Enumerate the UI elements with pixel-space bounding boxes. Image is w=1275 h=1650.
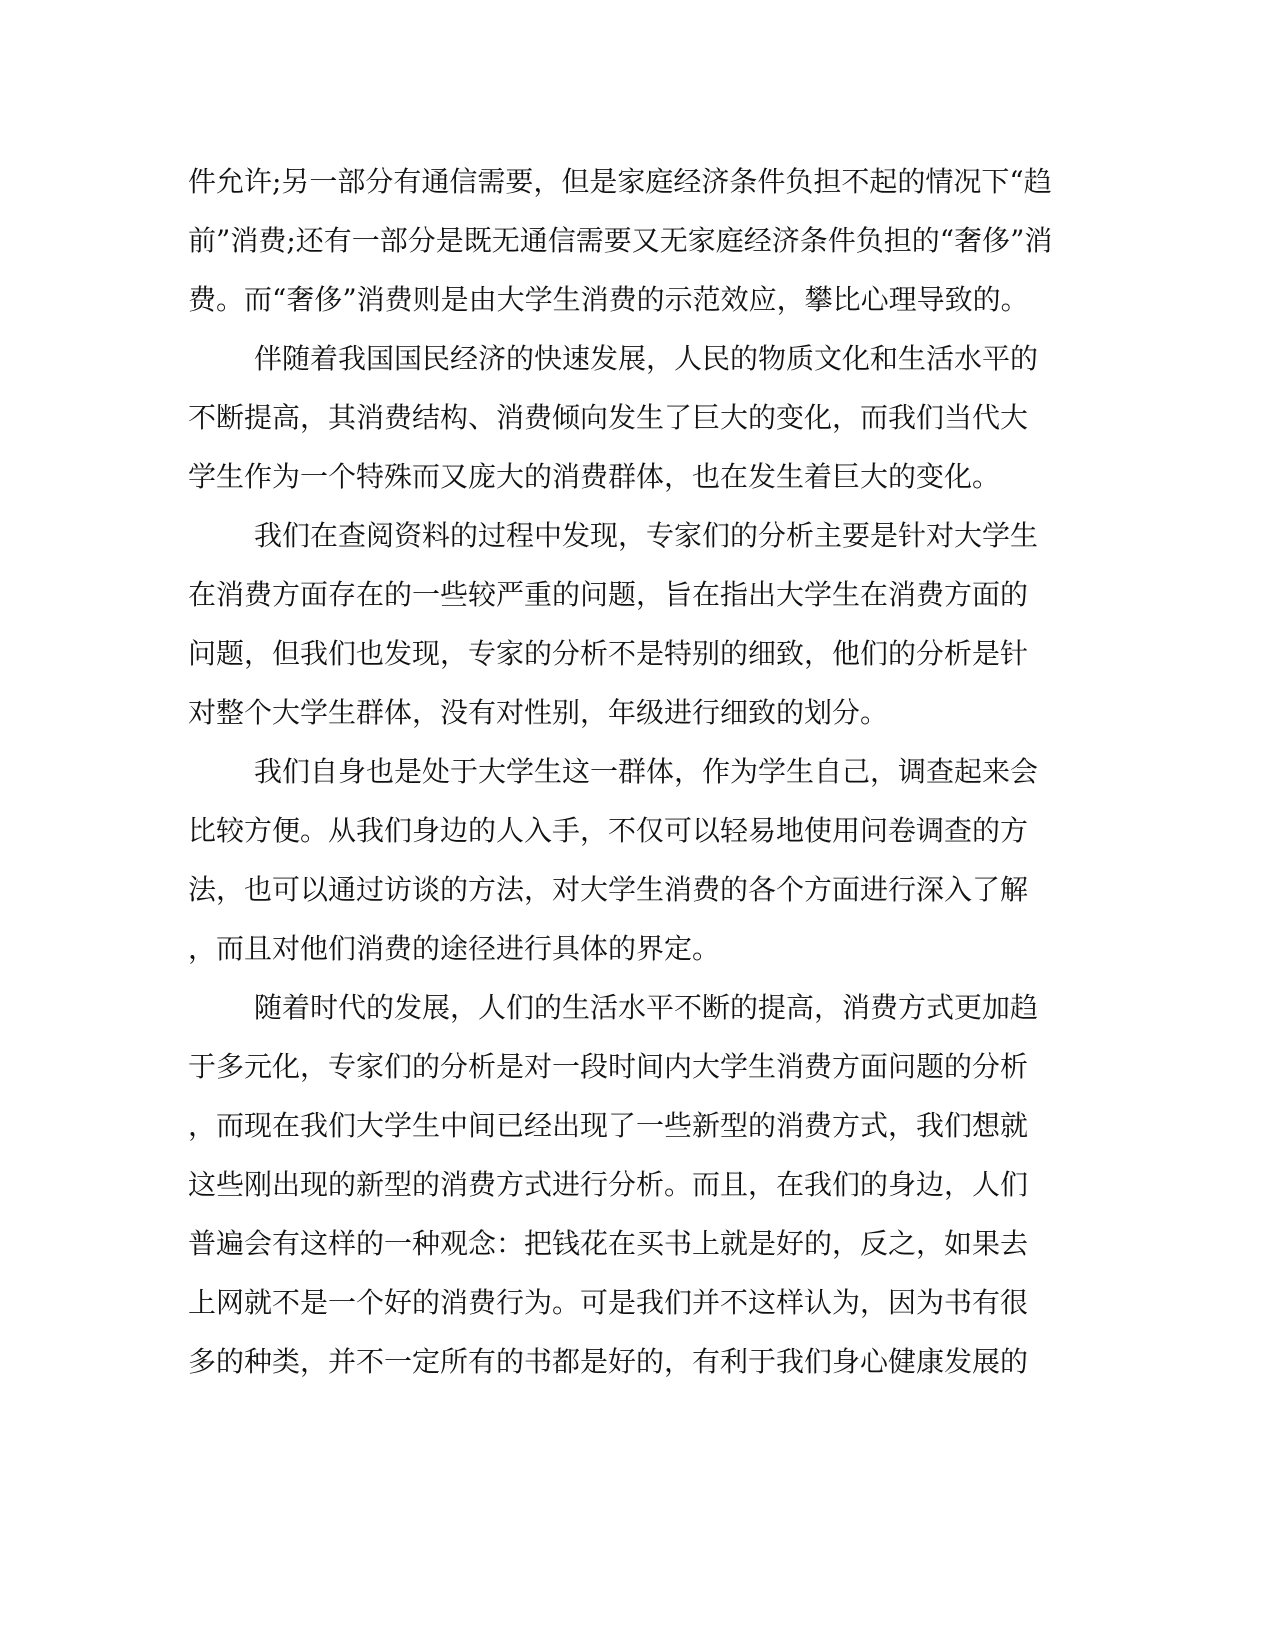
text-line: 比较方便。从我们身边的人入手，不仅可以轻易地使用问卷调查的方 <box>188 814 1029 847</box>
text-line: 在消费方面存在的一些较严重的问题，旨在指出大学生在消费方面的 <box>188 578 1029 611</box>
paragraph-first-line: 我们自身也是处于大学生这一群体，作为学生自己，调查起来会 <box>254 755 1039 788</box>
text-line: 对整个大学生群体，没有对性别，年级进行细致的划分。 <box>188 696 889 729</box>
text-line: 法，也可以通过访谈的方法，对大学生消费的各个方面进行深入了解 <box>188 873 1029 906</box>
text-line: 费。而“奢侈”消费则是由大学生消费的示范效应，攀比心理导致的。 <box>188 283 1029 316</box>
text-line: 于多元化，专家们的分析是对一段时间内大学生消费方面问题的分析 <box>188 1050 1029 1083</box>
text-line: 上网就不是一个好的消费行为。可是我们并不这样认为，因为书有很 <box>188 1286 1029 1319</box>
text-line: 前”消费;还有一部分是既无通信需要又无家庭经济条件负担的“奢侈”消 <box>188 224 1053 257</box>
paragraph-first-line: 我们在查阅资料的过程中发现，专家们的分析主要是针对大学生 <box>254 519 1039 552</box>
text-line: 这些刚出现的新型的消费方式进行分析。而且，在我们的身边，人们 <box>188 1168 1029 1201</box>
text-line: 问题，但我们也发现，专家的分析不是特别的细致，他们的分析是针 <box>188 637 1029 670</box>
text-line: 件允许;另一部分有通信需要，但是家庭经济条件负担不起的情况下“趋 <box>188 165 1052 198</box>
text-line: 学生作为一个特殊而又庞大的消费群体，也在发生着巨大的变化。 <box>188 460 1001 493</box>
paragraph-first-line: 伴随着我国国民经济的快速发展，人民的物质文化和生活水平的 <box>254 342 1039 375</box>
text-line: ，而且对他们消费的途径进行具体的界定。 <box>188 932 721 965</box>
paragraph-first-line: 随着时代的发展，人们的生活水平不断的提高，消费方式更加趋 <box>254 991 1039 1024</box>
text-line: 不断提高，其消费结构、消费倾向发生了巨大的变化，而我们当代大 <box>188 401 1029 434</box>
text-line: 多的种类，并不一定所有的书都是好的，有利于我们身心健康发展的 <box>188 1345 1029 1378</box>
text-line: 普遍会有这样的一种观念：把钱花在买书上就是好的，反之，如果去 <box>188 1227 1029 1260</box>
text-line: ，而现在我们大学生中间已经出现了一些新型的消费方式，我们想就 <box>188 1109 1029 1142</box>
